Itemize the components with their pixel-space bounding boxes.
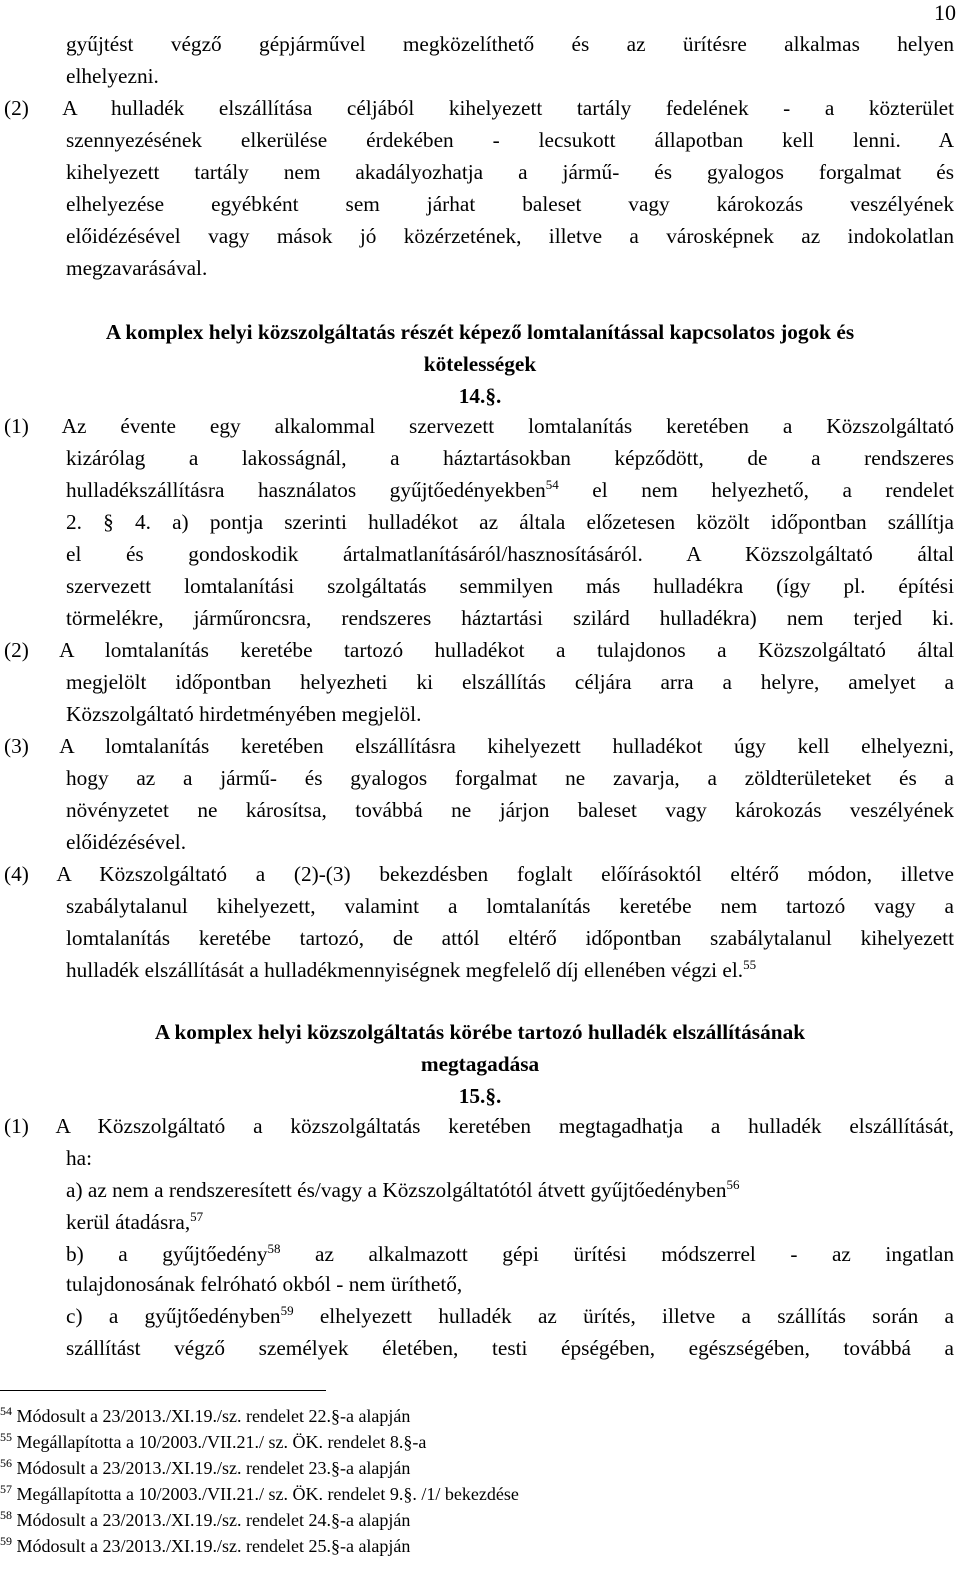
text-line: (2) A hulladék elszállítása céljából kihelyezett tartály fedelének - a közterület bbox=[4, 96, 954, 120]
text-line-with-footnote: c) a gyűjtőedényben$^{59}$ elhelyezett hulladék az ürítés, illetve a szállítás során a bbox=[66, 1302, 954, 1328]
text-line: előidézésével vagy mások jó közérzetének, illetve a városképnek az indokolatlan bbox=[66, 224, 954, 248]
text-line: szennyezésének elkerülése érdekében - lecsukott állapotban kell lenni. A bbox=[66, 128, 954, 152]
text-line-with-footnote: b) a gyűjtőedény$^{58}$ az alkalmazott gépi ürítési módszerrel - az ingatlan bbox=[66, 1240, 954, 1266]
text-line: ha: bbox=[66, 1146, 93, 1170]
text-line: (1) A Közszolgáltató a közszolgáltatás keretében megtagadhatja a hulladék elszállítását, bbox=[4, 1114, 954, 1138]
text-line-with-footnote: kerül átadásra,$^{57}$ bbox=[66, 1208, 204, 1234]
section-heading: A komplex helyi közszolgáltatás körébe tartozó hulladék elszállításának bbox=[154, 1020, 806, 1044]
section-heading: A komplex helyi közszolgáltatás részét képező lomtalanítással kapcsolatos jogok és bbox=[105, 320, 855, 344]
text-line: (4) A Közszolgáltató a (2)-(3) bekezdésben foglalt előírásoktól eltérő módon, illetve bbox=[4, 862, 954, 886]
text-line: (3) A lomtalanítás keretében elszállításra kihelyezett hulladékot úgy kell elhelyezni, bbox=[4, 734, 954, 758]
text-line: el és gondoskodik ártalmatlanításáról/hasznosításáról. A Közszolgáltató által bbox=[66, 542, 954, 566]
footnote-ref: 54 bbox=[545, 476, 559, 492]
footnote-separator bbox=[0, 1390, 326, 1391]
text-line-with-footnote: hulladék elszállítását a hulladékmennyiségnek megfelelő díj ellenében végzi el.$^{55}$ bbox=[66, 956, 757, 982]
footnote-ref: 56 bbox=[726, 1176, 740, 1192]
text-line: Közszolgáltató hirdetményében megjelöl. bbox=[66, 702, 422, 726]
section-heading-cont: megtagadása bbox=[420, 1052, 540, 1076]
footnote: $^{59}$ Módosult a 23/2013./XI.19./sz. rendelet 25.§-a alapján bbox=[0, 1534, 411, 1556]
text-line: kihelyezett tartály nem akadályozhatja a jármű- és gyalogos forgalmat és bbox=[66, 160, 954, 184]
section-heading-cont: kötelességek bbox=[423, 352, 537, 376]
text-line: gyűjtést végző gépjárművel megközelíthető és az ürítésre alkalmas helyen bbox=[66, 32, 954, 56]
text-line: szabálytalanul kihelyezett, valamint a lomtalanítás keretébe nem tartozó vagy a bbox=[66, 894, 954, 918]
text-line: előidézésével. bbox=[66, 830, 187, 854]
footnote: $^{55}$ Megállapította a 10/2003./VII.21./ sz. ÖK. rendelet 8.§-a bbox=[0, 1430, 427, 1452]
text-line: megzavarásával. bbox=[66, 256, 208, 280]
footnote: $^{56}$ Módosult a 23/2013./XI.19./sz. rendelet 23.§-a alapján bbox=[0, 1456, 411, 1478]
text-line: (2) A lomtalanítás keretébe tartozó hulladékot a tulajdonos a Közszolgáltató által bbox=[4, 638, 954, 662]
text-line: elhelyezni. bbox=[66, 64, 159, 88]
text-line: növényzetet ne károsítsa, továbbá ne járjon baleset vagy károkozás veszélyének bbox=[66, 798, 954, 822]
footnote-ref: 55 bbox=[743, 956, 757, 972]
text-line: hogy az a jármű- és gyalogos forgalmat ne zavarja, a zöldterületeket és a bbox=[66, 766, 954, 790]
page-number: 10 bbox=[934, 0, 956, 25]
section-number: 15.§. bbox=[458, 1084, 502, 1108]
footnote: $^{54}$ Módosult a 23/2013./XI.19./sz. rendelet 22.§-a alapján bbox=[0, 1404, 411, 1426]
text-line: szállítást végző személyek életében, testi épségében, egészségében, továbbá a bbox=[66, 1336, 954, 1360]
text-line: törmelékre, járműroncsra, rendszeres háztartási szilárd hulladékra) nem terjed ki. bbox=[66, 606, 954, 630]
footnote-ref: 59 bbox=[280, 1302, 294, 1318]
text-line: elhelyezése egyébként sem járhat baleset vagy károkozás veszélyének bbox=[66, 192, 954, 216]
footnote-ref: 57 bbox=[190, 1208, 204, 1224]
text-line: (1) Az évente egy alkalommal szervezett lomtalanítás keretében a Közszolgáltató bbox=[4, 414, 954, 438]
text-line-with-footnote: hulladékszállításra használatos gyűjtőedényekben$^{54}$ el nem helyezhető, a rendelet bbox=[66, 476, 954, 502]
text-line: 2. § 4. a) pontja szerinti hulladékot az általa előzetesen közölt időpontban szállítja bbox=[66, 510, 954, 534]
text-line: kizárólag a lakosságnál, a háztartásokban képződött, de a rendszeres bbox=[66, 446, 954, 470]
footnote: $^{57}$ Megállapította a 10/2003./VII.21./ sz. ÖK. rendelet 9.§. /1/ bekezdése bbox=[0, 1482, 519, 1504]
text-line: tulajdonosának felróható okból - nem üríthető, bbox=[66, 1272, 463, 1296]
footnote-ref: 58 bbox=[267, 1240, 281, 1256]
text-line: megjelölt időpontban helyezheti ki elszállítás céljára arra a helyre, amelyet a bbox=[66, 670, 954, 694]
text-line-with-footnote: a) az nem a rendszeresített és/vagy a Közszolgáltatótól átvett gyűjtőedényben$^{56}$ bbox=[66, 1176, 740, 1202]
footnote: $^{58}$ Módosult a 23/2013./XI.19./sz. rendelet 24.§-a alapján bbox=[0, 1508, 411, 1530]
text-line: szervezett lomtalanítási szolgáltatás semmilyen más hulladékra (így pl. építési bbox=[66, 574, 954, 598]
text-line: lomtalanítás keretébe tartozó, de attól eltérő időpontban szabálytalanul kihelyezett bbox=[66, 926, 954, 950]
section-number: 14.§. bbox=[458, 384, 502, 408]
